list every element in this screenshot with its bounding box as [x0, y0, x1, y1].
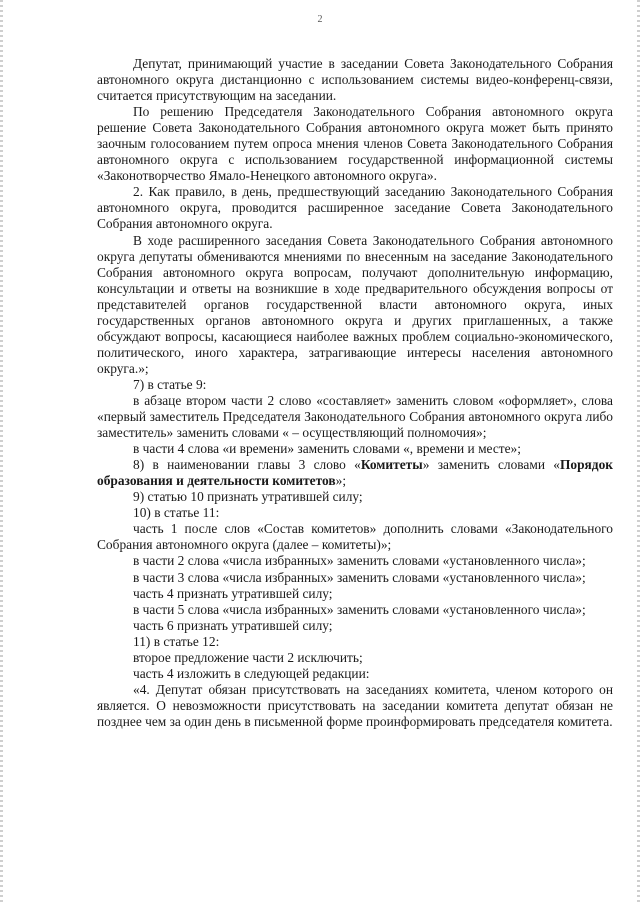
text-run: 2. Как правило, в день, предшествующий заседанию Законодательного Собрания автономного округа, проводится расширенное заседание Совета Законодательного Собрания автономного округа. — [97, 184, 613, 232]
text-run: 7) в статье 9: — [133, 376, 207, 392]
text-run: часть 1 после слов «Состав комитетов» дополнить словами «Законодательного Собрания автономного округа (далее – комитеты)»; — [97, 521, 613, 553]
text-run: 10) в статье 11: — [133, 505, 220, 521]
text-run: »; — [335, 473, 347, 489]
paragraph — [97, 634, 613, 650]
scan-edge-left — [0, 0, 3, 905]
paragraph — [97, 184, 613, 232]
paragraph — [97, 104, 613, 184]
paragraph — [97, 441, 613, 457]
paragraph — [97, 666, 613, 682]
text-run: часть 4 изложить в следующей редакции: — [133, 665, 370, 681]
text-run: часть 6 признать утратившей силу; — [133, 617, 333, 633]
text-run: 9) статью 10 признать утратившей силу; — [133, 489, 363, 505]
text-run: второе предложение части 2 исключить; — [133, 649, 363, 665]
paragraph — [97, 377, 613, 393]
text-run: 8) в наименовании главы 3 слово « — [133, 457, 361, 473]
text-run: » заменить словами « — [422, 457, 560, 473]
text-run: часть 4 признать утратившей силу; — [133, 585, 333, 601]
paragraph — [97, 570, 613, 586]
text-run: В ходе расширенного заседания Совета Законодательного Собрания автономного округа депутаты обмениваются мнениями по внесенным на заседание Законодательного Собрания автономного округа вопросам, получают дополнительную информацию, консультации и ответы на возникшие в ходе предварительного обсуждения вопросы от представителей органов государственной власти автономного округа, иных государственных органов автономного округа и других приглашенных, а также обсуждают вопросы, касающиеся наиболее важных проблем социально-экономического, политического, иного характера, затрагивающие интересы населения автономного округа.»; — [97, 232, 613, 376]
paragraph — [97, 489, 613, 505]
paragraph — [97, 602, 613, 618]
text-run: в части 5 слова «числа избранных» заменить словами «установленного числа»; — [133, 601, 586, 617]
text-run: в части 2 слова «числа избранных» заменить словами «установленного числа»; — [133, 553, 586, 569]
paragraph — [97, 553, 613, 569]
text-run: в части 4 слова «и времени» заменить словами «, времени и месте»; — [133, 441, 521, 457]
paragraph — [97, 586, 613, 602]
paragraph — [97, 618, 613, 634]
text-run: 11) в статье 12: — [133, 633, 220, 649]
text-run: в абзаце втором части 2 слово «составляет» заменить словом «оформляет», слова «первый заместитель Председателя Законодательного Собрания автономного округа либо заместитель» заменить словами « – осуществляющий полномочия»; — [97, 392, 613, 441]
bold-text: Комитеты — [360, 457, 423, 473]
text-run: По решению Председателя Законодательного Собрания автономного округа решение Совета Законодательного Собрания автономного округа может быть принято заочным голосованием путем опроса мнения членов Совета Законодательного Собрания автономного округа с использованием государственной информационной системы «Законотворчество Ямало-Ненецкого автономного округа». — [97, 104, 613, 184]
paragraph — [97, 233, 613, 377]
paragraph — [97, 650, 613, 666]
paragraph — [97, 505, 613, 521]
paragraph — [97, 56, 613, 104]
bold-text: Порядок образования и деятельности комитетов — [97, 457, 613, 489]
paragraph — [97, 393, 613, 441]
paragraph — [97, 457, 613, 489]
text-run: «4. Депутат обязан присутствовать на заседаниях комитета, членом которого он является. О невозможности присутствовать на заседании комитета депутат обязан не позднее чем за один день в письменной форме проинформировать председателя комитета. — [97, 681, 613, 729]
document-body — [97, 56, 613, 730]
paragraph — [97, 521, 613, 553]
text-run: в части 3 слова «числа избранных» заменить словами «установленного числа»; — [133, 569, 586, 585]
text-run: Депутат, принимающий участие в заседании Совета Законодательного Собрания автономного округа дистанционно с использованием системы видео-конференц-связи, считается присутствующим на заседании. — [97, 56, 613, 104]
paragraph — [97, 682, 613, 730]
page-number: 2 — [317, 14, 323, 25]
